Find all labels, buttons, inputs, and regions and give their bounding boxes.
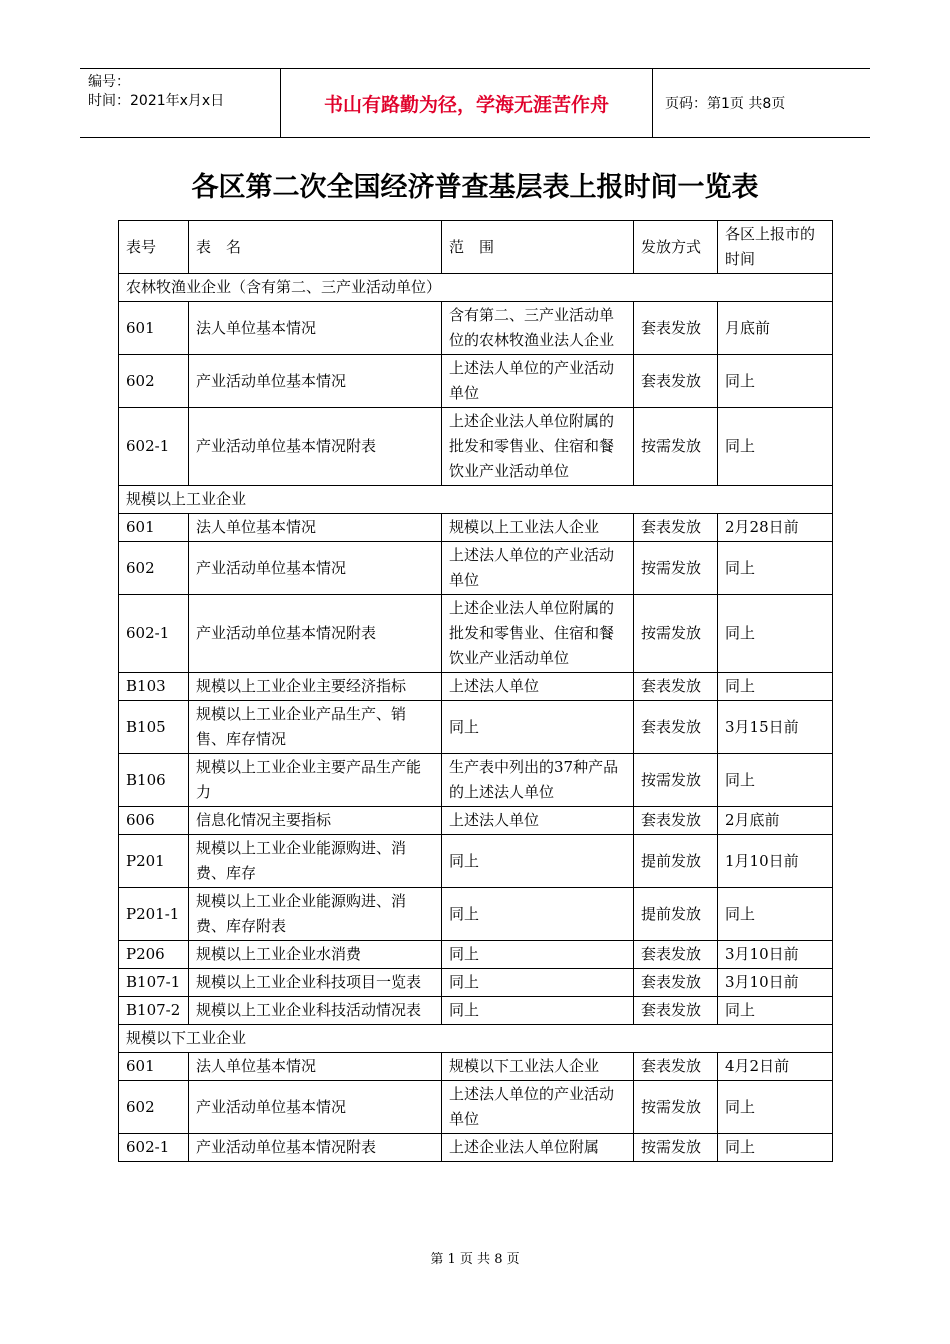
cell-scope: 同上 [442, 969, 634, 997]
cell-method: 提前发放 [634, 835, 718, 888]
page-info: 页码：第1页 共8页 [665, 96, 786, 112]
section-row [119, 274, 833, 302]
cell-scope: 生产表中列出的37种产品的上述法人单位 [442, 754, 634, 807]
cell-deadline: 同上 [718, 595, 833, 673]
cell-name: 信息化情况主要指标 [189, 807, 442, 835]
cell-method: 提前发放 [634, 888, 718, 941]
header-meta [80, 69, 280, 137]
cell-method: 按需发放 [634, 1081, 718, 1134]
cell-method: 套表发放 [634, 355, 718, 408]
cell-code: 602 [119, 355, 189, 408]
cell-deadline: 同上 [718, 754, 833, 807]
section-title: 规模以上工业企业 [119, 486, 833, 514]
cell-deadline: 2月底前 [718, 807, 833, 835]
cell-deadline: 同上 [718, 1134, 833, 1162]
cell-code: 601 [119, 514, 189, 542]
cell-method: 套表发放 [634, 997, 718, 1025]
cell-method: 套表发放 [634, 1053, 718, 1081]
cell-deadline: 同上 [718, 355, 833, 408]
cell-name: 规模以上工业企业能源购进、消费、库存附表 [189, 888, 442, 941]
cell-name: 产业活动单位基本情况附表 [189, 408, 442, 486]
col-header: 发放方式 [634, 221, 718, 274]
table-row [119, 1081, 833, 1134]
page-header [80, 68, 870, 138]
table-header-row [119, 221, 833, 274]
cell-code: 606 [119, 807, 189, 835]
cell-name: 产业活动单位基本情况 [189, 355, 442, 408]
cell-method: 套表发放 [634, 941, 718, 969]
col-header: 各区上报市的时间 [718, 221, 833, 274]
cell-deadline: 月底前 [718, 302, 833, 355]
cell-name: 产业活动单位基本情况 [189, 542, 442, 595]
schedule-table-body [119, 221, 833, 1162]
cell-method: 按需发放 [634, 754, 718, 807]
motto: 书山有路勤为径，学海无涯苦作舟 [280, 69, 653, 137]
cell-name: 规模以上工业企业科技活动情况表 [189, 997, 442, 1025]
cell-code: 601 [119, 302, 189, 355]
table-row [119, 969, 833, 997]
number-label: 编号： [88, 74, 130, 90]
cell-method: 按需发放 [634, 595, 718, 673]
cell-method: 套表发放 [634, 969, 718, 997]
document-title: 各区第二次全国经济普查基层表上报时间一览表 [191, 172, 759, 203]
cell-code: 601 [119, 1053, 189, 1081]
table-row [119, 997, 833, 1025]
cell-deadline: 3月10日前 [718, 941, 833, 969]
cell-method: 套表发放 [634, 302, 718, 355]
col-header: 表 名 [189, 221, 442, 274]
cell-scope: 上述法人单位的产业活动单位 [442, 542, 634, 595]
cell-name: 规模以上工业企业产品生产、销售、库存情况 [189, 701, 442, 754]
cell-name: 规模以上工业企业主要产品生产能力 [189, 754, 442, 807]
cell-scope: 上述法人单位的产业活动单位 [442, 355, 634, 408]
cell-name: 规模以上工业企业主要经济指标 [189, 673, 442, 701]
cell-code: B103 [119, 673, 189, 701]
cell-deadline: 同上 [718, 997, 833, 1025]
cell-method: 按需发放 [634, 542, 718, 595]
cell-code: B107-1 [119, 969, 189, 997]
cell-code: P201 [119, 835, 189, 888]
cell-scope: 同上 [442, 701, 634, 754]
cell-code: 602 [119, 542, 189, 595]
cell-method: 按需发放 [634, 1134, 718, 1162]
table-row [119, 941, 833, 969]
cell-scope: 同上 [442, 835, 634, 888]
cell-deadline: 4月2日前 [718, 1053, 833, 1081]
cell-code: 602-1 [119, 595, 189, 673]
cell-name: 产业活动单位基本情况 [189, 1081, 442, 1134]
cell-name: 规模以上工业企业水消费 [189, 941, 442, 969]
time-label: 时间：2021年x月x日 [88, 93, 225, 109]
cell-scope: 含有第二、三产业活动单位的农林牧渔业法人企业 [442, 302, 634, 355]
cell-name: 规模以上工业企业科技项目一览表 [189, 969, 442, 997]
table-row [119, 1053, 833, 1081]
table-row [119, 1134, 833, 1162]
cell-method: 按需发放 [634, 408, 718, 486]
section-row [119, 1025, 833, 1053]
page-footer: 第 1 页 共 8 页 [430, 1252, 520, 1267]
table-row [119, 514, 833, 542]
table-row [119, 302, 833, 355]
cell-scope: 规模以上工业法人企业 [442, 514, 634, 542]
table-row [119, 807, 833, 835]
section-row [119, 486, 833, 514]
cell-deadline: 3月15日前 [718, 701, 833, 754]
cell-method: 套表发放 [634, 701, 718, 754]
cell-code: B107-2 [119, 997, 189, 1025]
cell-code: 602 [119, 1081, 189, 1134]
table-row [119, 701, 833, 754]
cell-scope: 同上 [442, 888, 634, 941]
cell-deadline: 3月10日前 [718, 969, 833, 997]
cell-scope: 上述企业法人单位附属 [442, 1134, 634, 1162]
cell-code: B106 [119, 754, 189, 807]
cell-scope: 上述企业法人单位附属的批发和零售业、住宿和餐饮业产业活动单位 [442, 595, 634, 673]
table-row [119, 888, 833, 941]
cell-method: 套表发放 [634, 514, 718, 542]
cell-scope: 上述法人单位 [442, 673, 634, 701]
col-header: 表号 [119, 221, 189, 274]
cell-code: P201-1 [119, 888, 189, 941]
table-row [119, 408, 833, 486]
cell-name: 产业活动单位基本情况附表 [189, 595, 442, 673]
cell-deadline: 同上 [718, 888, 833, 941]
cell-deadline: 1月10日前 [718, 835, 833, 888]
table-row [119, 542, 833, 595]
section-title: 农林牧渔业企业（含有第二、三产业活动单位） [119, 274, 833, 302]
cell-scope: 上述法人单位的产业活动单位 [442, 1081, 634, 1134]
cell-name: 法人单位基本情况 [189, 1053, 442, 1081]
cell-name: 法人单位基本情况 [189, 514, 442, 542]
cell-name: 产业活动单位基本情况附表 [189, 1134, 442, 1162]
cell-code: 602-1 [119, 1134, 189, 1162]
col-header: 范 围 [442, 221, 634, 274]
cell-deadline: 同上 [718, 1081, 833, 1134]
table-row [119, 673, 833, 701]
cell-scope: 上述企业法人单位附属的批发和零售业、住宿和餐饮业产业活动单位 [442, 408, 634, 486]
cell-code: B105 [119, 701, 189, 754]
table-row [119, 835, 833, 888]
section-title: 规模以下工业企业 [119, 1025, 833, 1053]
table-row [119, 595, 833, 673]
cell-name: 规模以上工业企业能源购进、消费、库存 [189, 835, 442, 888]
cell-method: 套表发放 [634, 807, 718, 835]
cell-code: P206 [119, 941, 189, 969]
cell-scope: 规模以下工业法人企业 [442, 1053, 634, 1081]
table-row [119, 754, 833, 807]
cell-deadline: 同上 [718, 673, 833, 701]
cell-code: 602-1 [119, 408, 189, 486]
cell-scope: 同上 [442, 941, 634, 969]
table-row [119, 355, 833, 408]
schedule-table [118, 220, 833, 1162]
cell-scope: 同上 [442, 997, 634, 1025]
cell-deadline: 同上 [718, 542, 833, 595]
cell-deadline: 2月28日前 [718, 514, 833, 542]
cell-method: 套表发放 [634, 673, 718, 701]
cell-deadline: 同上 [718, 408, 833, 486]
cell-name: 法人单位基本情况 [189, 302, 442, 355]
cell-scope: 上述法人单位 [442, 807, 634, 835]
